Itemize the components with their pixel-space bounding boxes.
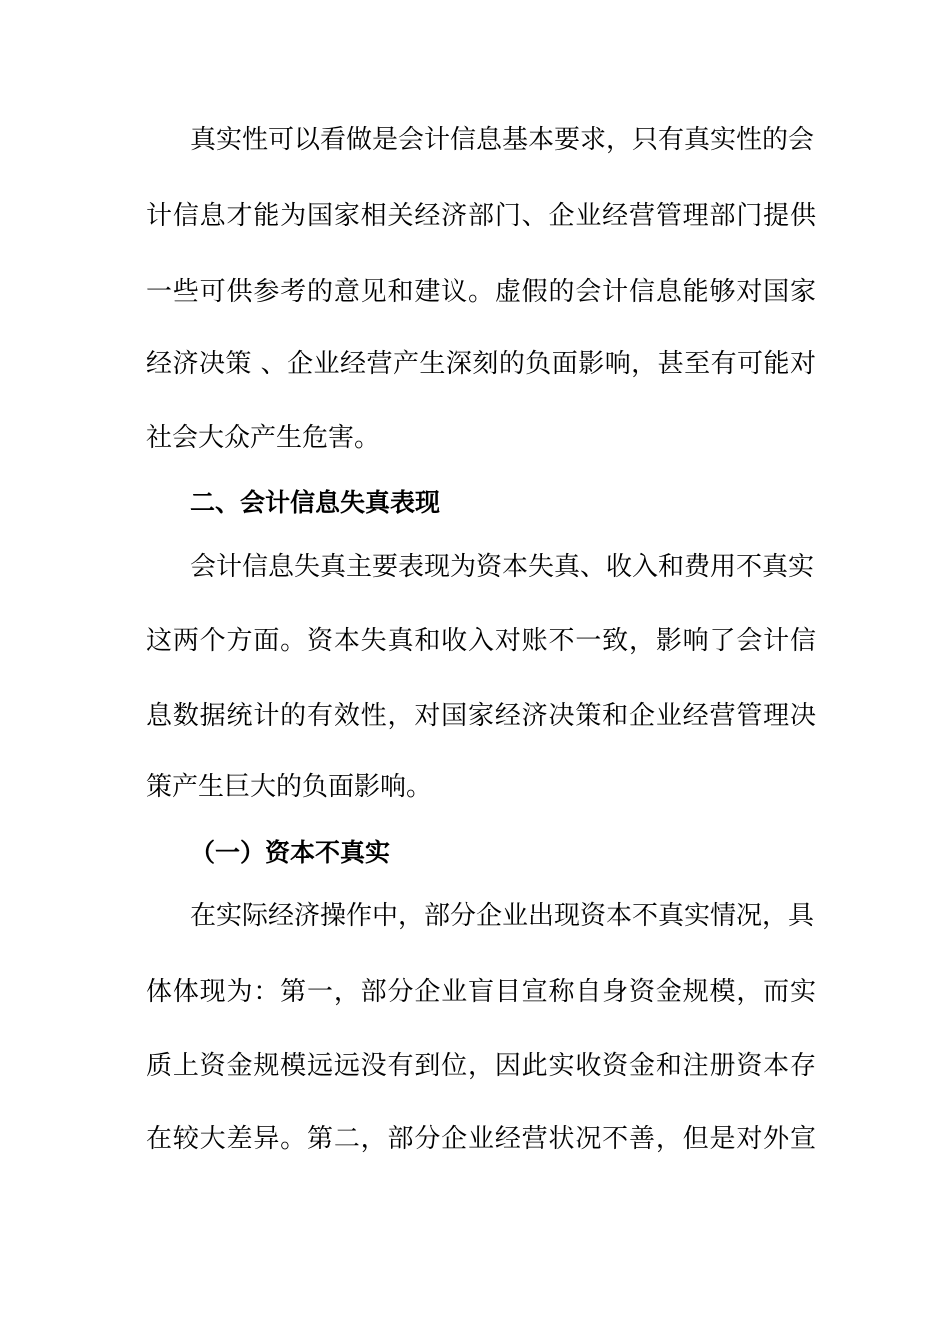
- section-heading: 二、会计信息失真表现: [190, 488, 441, 517]
- paragraph-3-line-4: 在较大差异。第二，部分企业经营状况不善，但是对外宣: [146, 1124, 816, 1154]
- paragraph-2-line-1: 会计信息失真主要表现为资本失真、收入和费用不真实: [190, 552, 815, 582]
- paragraph-3-line-1: 在实际经济操作中，部分企业出现资本不真实情况，具: [190, 901, 815, 931]
- paragraph-3-line-2: 体体现为：第一，部分企业盲目宣称自身资金规模，而实: [146, 977, 816, 1007]
- paragraph-1-line-3: 一些可供参考的意见和建议。虚假的会计信息能够对国家: [146, 277, 816, 307]
- paragraph-2-line-4: 策产生巨大的负面影响。: [146, 772, 433, 802]
- paragraph-1-line-1: 真实性可以看做是会计信息基本要求，只有真实性的会: [190, 125, 815, 155]
- paragraph-1-line-2: 计信息才能为国家相关经济部门、企业经营管理部门提供: [146, 201, 816, 231]
- paragraph-3-line-3: 质上资金规模远远没有到位，因此实收资金和注册资本存: [146, 1051, 816, 1081]
- subsection-heading: （一）资本不真实: [190, 838, 391, 867]
- paragraph-2-line-2: 这两个方面。资本失真和收入对账不一致，影响了会计信: [146, 626, 816, 656]
- paragraph-1-line-5: 社会大众产生危害。: [146, 423, 381, 453]
- paragraph-1-line-4: 经济决策 、企业经营产生深刻的负面影响，甚至有可能对: [146, 349, 816, 379]
- paragraph-2-line-3: 息数据统计的有效性，对国家经济决策和企业经营管理决: [146, 701, 816, 731]
